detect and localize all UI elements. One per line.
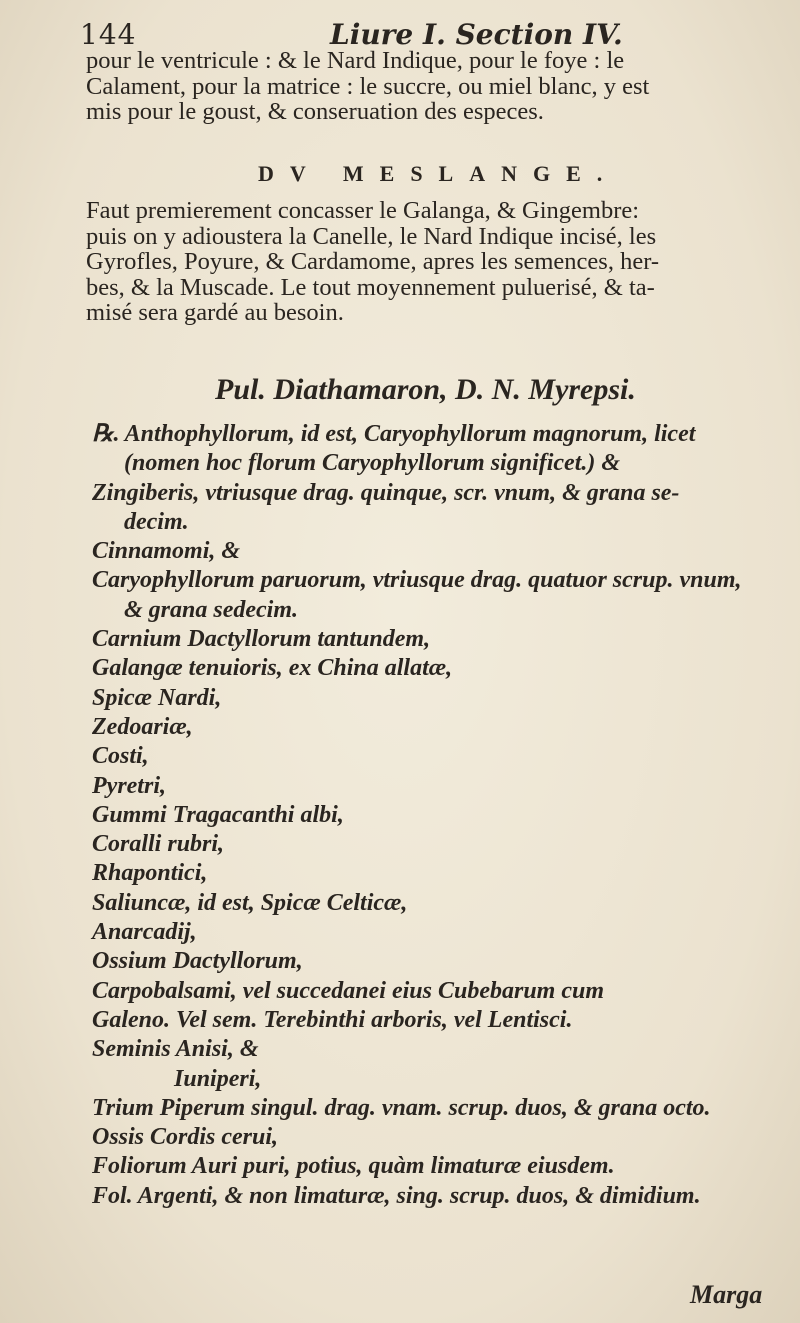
recipe-line: Coralli rubri, [92,831,225,858]
recipe-line: Cinnamomi, & [92,538,241,565]
recipe-ingredient-list [92,420,792,1211]
page-number: 144 [80,18,137,51]
text-line: pour le ventricule : & le Nard Indique, pour le foye : le [86,47,625,74]
recipe-line: Ossium Dactyllorum, [92,948,303,975]
text-line: puis on y adioustera la Canelle, le Nard Indique incisé, les [86,222,657,250]
recipe-line: Iuniperi, [174,1065,262,1092]
text-line: Faut premierement concasser le Galanga, & Gingembre: [86,197,640,224]
recipe-line: Foliorum Auri puri, potius, quàm limaturæ eiusdem. [92,1153,615,1180]
recipe-line: Spicæ Nardi, [92,684,222,711]
recipe-line: Ossis Cordis cerui, [92,1124,279,1151]
catchword: Marga [690,1280,763,1309]
recipe-line: Galangæ tenuioris, ex China allatæ, [92,655,453,682]
recipe-line: Saliuncæ, id est, Spicæ Celticæ, [92,889,408,916]
text-line: mis pour le goust, & conseruation des especes. [86,98,544,125]
recipe-line: Galeno. Vel sem. Terebinthi arboris, vel Lentisci. [92,1006,573,1033]
recipe-line: & grana sedecim. [124,596,298,623]
running-head: Liure I. Section IV. [330,18,623,51]
paragraph-1 [86,48,786,125]
recipe-line: Carnium Dactyllorum tantundem, [92,626,431,653]
text-line: bes, & la Muscade. Le tout moyennement puluerisé, & ta- [86,273,655,301]
recipe-line: Anarcadij, [92,919,197,946]
recipe-line: Caryophyllorum paruorum, vtriusque drag. quatuor scrup. vnum, [92,567,742,594]
recipe-line: Rhapontici, [92,860,208,887]
recipe-line: Costi, [92,743,149,770]
paragraph-2 [86,198,786,326]
recipe-line: Zedoariæ, [92,713,193,740]
section-heading: DV MESLANGE. [258,161,619,186]
recipe-line: Seminis Anisi, & [92,1036,259,1063]
recipe-line: Carpobalsami, vel succedanei eius Cubebarum cum [92,977,605,1004]
recipe-line: decim. [124,508,189,535]
text-line: misé sera gardé au besoin. [86,299,344,326]
recipe-title: Pul. Diathamaron, D. N. Myrepsi. [215,373,636,406]
recipe-line: Gummi Tragacanthi albi, [92,801,344,828]
recipe-line: ℞. Anthophyllorum, id est, Caryophyllorum magnorum, licet [92,421,696,447]
recipe-line: Pyretri, [92,772,166,799]
text-line: Calament, pour la matrice : le succre, ou miel blanc, y est [86,72,650,100]
text-line: Gyrofles, Poyure, & Cardamome, apres les semences, her- [86,248,660,275]
recipe-line: Zingiberis, vtriusque drag. quinque, scr. vnum, & grana se- [92,479,680,506]
recipe-line: (nomen hoc florum Caryophyllorum significet.) & [124,450,621,477]
recipe-line: Fol. Argenti, & non limaturæ, sing. scrup. duos, & dimidium. [92,1182,701,1209]
recipe-line: Trium Piperum singul. drag. vnam. scrup. duos, & grana octo. [92,1094,711,1121]
